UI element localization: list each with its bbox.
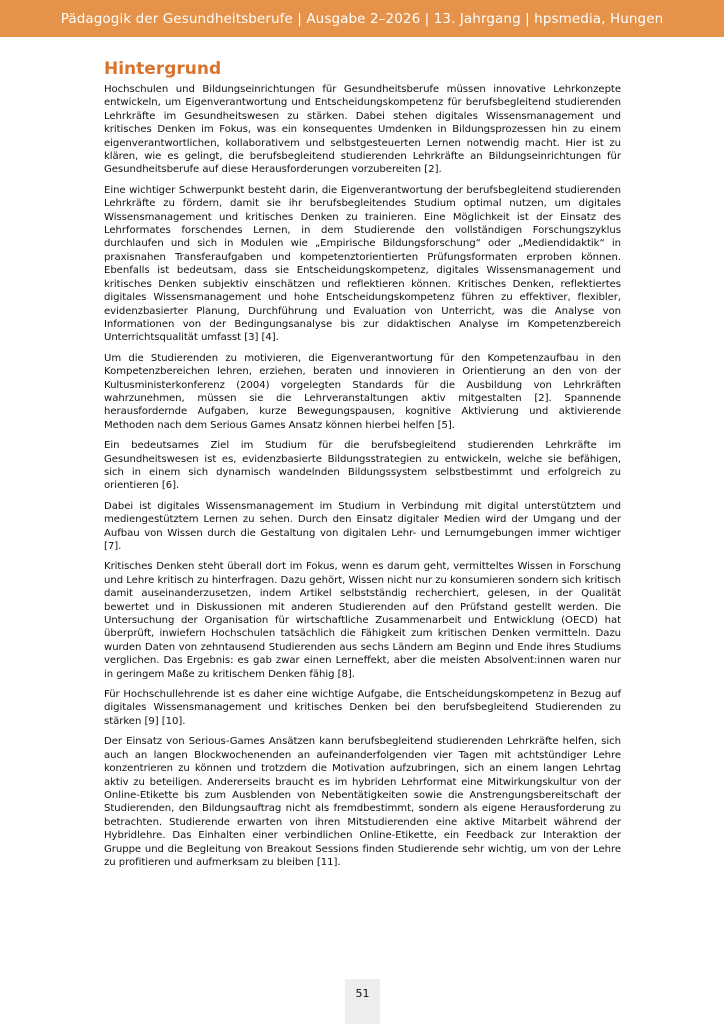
paragraph-1: Hochschulen und Bildungseinrichtungen für Gesundheitsberufe müssen innovative Lehrkonzepte entwickeln, um Eigenverantwortung und Entscheidungskompetenz für berufsbegleitend studierenden Lehrkräfte im Gesundheitswesen zu stärken. Dabei stehen digitales Wissensmanagement und kritisches Denken im Fokus, was ein konsequentes Umdenken in Bildungsprozessen hin zu einem eigenverantwortlichen, kollaborativem und selbstgesteuerten Lernen notwendig macht. Hier ist zu klären, wie es gelingt, die berufsbegleitend studierenden Lehrkräfte an Bildungseinrichtungen für Gesundheitsberufe auf diese Herausforderungen vorzubereiten [2]. (104, 84, 621, 176)
journal-header-bar (0, 0, 724, 37)
page-number-box (345, 979, 380, 1024)
paragraph-3: Um die Studierenden zu motivieren, die Eigenverantwortung für den Kompetenzaufbau in den Kompetenzbereichen lehren, erziehen, beraten und innovieren in Orientierung an den von der Kultusministerkonferenz (2004) vorgelegten Standards für die Ausbildung von Lehrkräften wahrzunehmen, müssen sie die Lehrveranstaltungen aktiv mitgestalten [2]. Spannende herausfordernde Aufgaben, kurze Bewegungspausen, kognitive Aktivierung und aktivierende Methoden nach dem Serious Games Ansatz können hierbei helfen [5]. (104, 352, 621, 431)
journal-header-title: Pädagogik der Gesundheitsberufe | Ausgabe 2–2026 | 13. Jahrgang | hpsmedia, Hungen (60, 10, 664, 27)
paragraph-4: Ein bedeutsames Ziel im Studium für die berufsbegleitend studierenden Lehrkräfte im Gesundheitswesen ist es, evidenzbasierte Bildungsstrategien zu entwickeln, welche sie befähigen, sich in einem sich dynamisch wandelnden Bildungssystem selbstbestimmt und erfolgreich zu orientieren [6]. (104, 440, 621, 492)
paragraph-5: Dabei ist digitales Wissensmanagement im Studium in Verbindung mit digital unterstütztem und mediengestütztem Lernen zu sehen. Durch den Einsatz digitaler Medien wird der Umgang und der Aufbau von Wissen durch die Gestaltung von digitalen Lehr- und Lernumgebungen immer wichtiger [7]. (104, 500, 621, 552)
paragraph-7: Für Hochschullehrende ist es daher eine wichtige Aufgabe, die Entscheidungskompetenz in Bezug auf digitales Wissensmanagement und kritisches Denken bei den berufsbegleitend Studierenden zu stärken [9] [10]. (104, 689, 621, 727)
paragraph-8: Der Einsatz von Serious-Games Ansätzen kann berufsbegleitend studierenden Lehrkräfte helfen, sich auch an langen Blockwochenenden an aufeinanderfolgenden vier Tagen mit achtstündiger Lehre konzentrieren zu können und trotzdem die Motivation aufzubringen, sich an einem langen Lehrtag aktiv zu beteiligen. Andererseits braucht es im hybriden Lehrformat eine Mitwirkungskultur von der Online-Etikette bis zum Ausblenden von Nebentätigkeiten sowie die Anstrengungsbereitschaft der Studierenden, den Bildungsauftrag nicht als fremdbestimmt, sondern als eigene Herausforderung zu betrachten. Studierende erwarten von ihren Mitstudierenden eine aktive Mitarbeit während der Hybridlehre. Das Einhalten einer verbindlichen Online-Etikette, ein Feedback zur Interaktion der Gruppe und die Begleitung von Breakout Sessions finden Studierende sehr wichtig, um von der Lehre zu profitieren und aufmerksam zu bleiben [11]. (104, 736, 621, 868)
article-body (104, 58, 621, 876)
section-heading: Hintergrund (104, 59, 222, 79)
paragraph-2: Eine wichtiger Schwerpunkt besteht darin, die Eigenverantwortung der berufsbegleitend studierenden Lehrkräfte zu fördern, damit sie ihr berufsbegleitendes Studium optimal nutzen, um digitales Wissensmanagement und kritisches Denken zu trainieren. Eine Möglichkeit ist der Einsatz des Lehrformates forschendes Lernen, in dem Studierende den vollständigen Forschungszyklus durchlaufen und sich in Modulen wie „Empirische Bildungsforschung“ oder „Mediendidaktik“ in praxisnahen Transferaufgaben und kompetenztorientierten Prüfungsformaten erproben können. Ebenfalls ist bedeutsam, dass sie Entscheidungskompetenz, digitales Wissensmanagement und kritisches Denken subjektiv einschätzen und reflektieren können. Kritisches Denken, reflektiertes digitales Wissensmanagement und hohe Entscheidungskompetenz führen zu effektiver, flexibler, evidenzbasierter Planung, Durchführung und Evaluation von Unterricht, was die Analyse von Informationen von der Bedingungsanalyse bis zur didaktischen Analyse im Kompetenzbereich Unterrichtsqualität umfasst [3] [4]. (104, 184, 621, 344)
page-number: 51 (355, 987, 370, 1000)
paragraph-6: Kritisches Denken steht überall dort im Fokus, wenn es darum geht, vermitteltes Wissen in Forschung und Lehre kritisch zu hinterfragen. Dazu gehört, Wissen nicht nur zu konsumieren sondern sich kritisch damit auseinanderzusetzen, indem Artikel selbstständig recherchiert, gelesen, in der Qualität bewertet und in Diskussionen mit anderen Studierenden auf den Prüfstand gestellt werden. Die Untersuchung der Organisation für wirtschaftliche Zusammenarbeit und Entwicklung (OECD) hat überprüft, inwiefern Hochschulen tatsächlich die Fähigkeit zum kritischen Denken vermitteln. Dazu wurden Daten von zehntausend Studierenden aus sechs Ländern am Beginn und Ende ihres Studiums verglichen. Das Ergebnis: es gab zwar einen Lerneffekt, aber die meisten Absolvent:innen waren nur in geringem Maße zu kritischem Denken fähig [8]. (104, 561, 621, 680)
